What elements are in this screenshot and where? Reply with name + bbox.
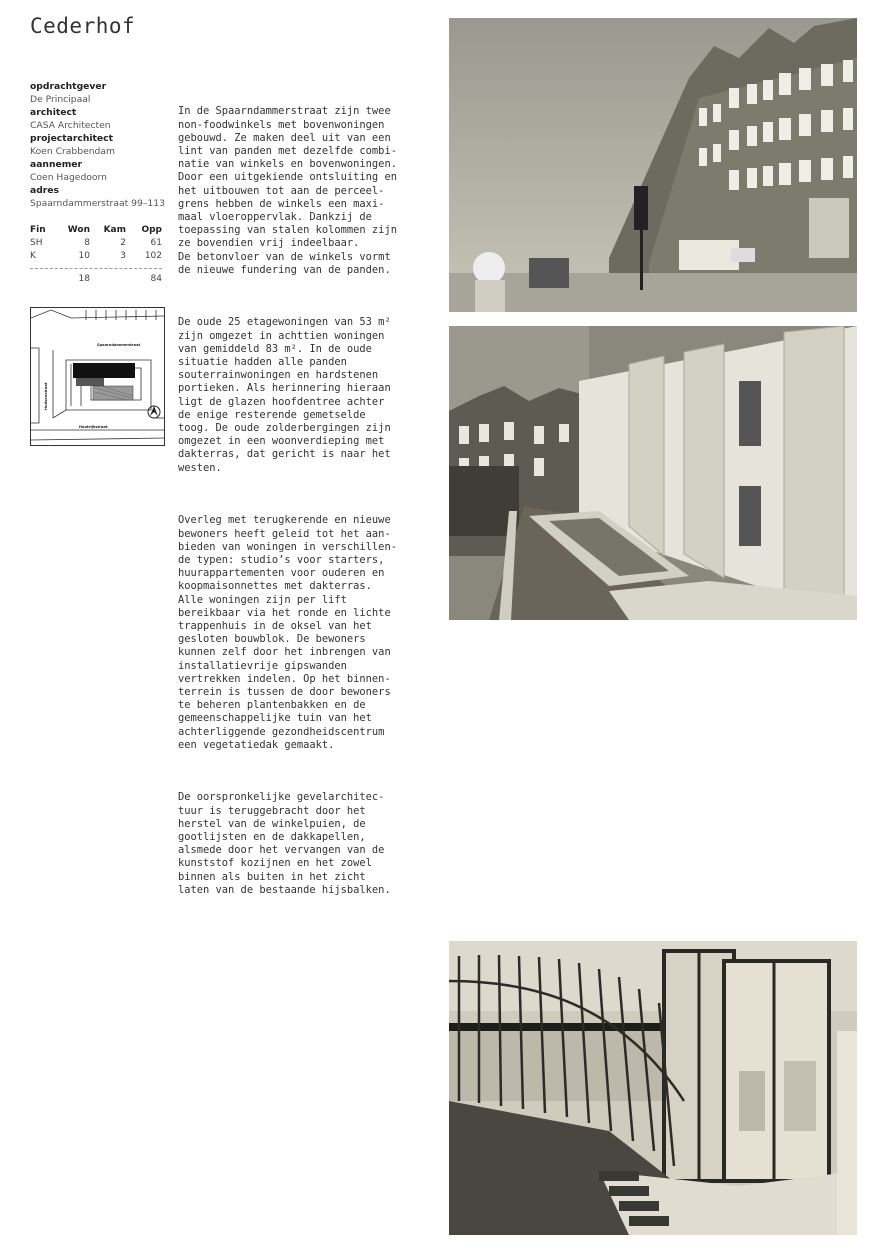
- dwelling-table: [30, 224, 162, 286]
- table-cell: 10: [78, 251, 90, 261]
- paragraph: De oude 25 etagewoningen van 53 m² zijn omgezet in achttien woningen van gemiddeld 83 m². In de oude situatie hadden alle panden souterrainwoningen en hardstenen portieken. Als herinnering hieraan ligt de glazen hoofdentree achter de enige resterende gemetselde toog. De oude zolderbergingen zijn omgezet in een woonverdieping met dakterras, dat gericht is naar het westen.: [178, 316, 391, 474]
- credit-label-project-architect: projectarchitect: [30, 133, 113, 144]
- table-cell: 102: [144, 251, 162, 261]
- credit-value-address: Spaarndammerstraat 99–113: [30, 198, 165, 209]
- page-title: Cederhof: [30, 14, 136, 38]
- credit-value-client: De Principaal: [30, 94, 91, 105]
- paragraph: Overleg met terugkerende en nieuwe bewoners heeft geleid tot het aan- bieden van woningen in verschillen- de typen: studio’s voor starters, huurappartementen voor ouderen en koopmaisonnettes met dakterras. Alle woningen zijn per lift bereikbaar via het ronde en lichte trappenhuis in de oksel van het gesloten bouwblok. De bewoners kunnen zelf door het inbrengen van installatievrije gipswanden vertrekken indelen. Op het binnen- terrein is tussen de door bewoners te beheren plantenbakken en de gemeenschappelijke tuin van het achterliggende gezondheidscentrum een vegetatiedak gemaakt.: [178, 514, 397, 751]
- paragraph: In de Spaarndammerstraat zijn twee non-foodwinkels met bovenwoningen gebouwd. Ze maken deel uit van een lint van panden met dezelfde combi- natie van winkels en bovenwoningen. Door een uitgekiende ontsluiting en het uitbouwen tot aan de perceel- grens hebben de winkels een maxi- maal vloeroppervlak. Dankzij de toepassing van stalen kolommen zijn ze bovendien vrij indeelbaar. De betonvloer van de winkels vormt de nieuwe fundering van de panden.: [178, 105, 397, 276]
- credit-label-architect: architect: [30, 107, 77, 118]
- project-credits: [30, 80, 170, 210]
- table-header-cell: Kam: [103, 225, 126, 235]
- table-cell: 61: [150, 238, 162, 248]
- table-total-row: [30, 273, 162, 286]
- table-cell: 84: [150, 274, 162, 284]
- credit-value-contractor: Coen Hagedoorn: [30, 172, 107, 183]
- table-cell: 8: [84, 238, 90, 248]
- table-header-cell: Fin: [30, 225, 46, 235]
- photo-street-facade: [449, 18, 857, 312]
- credit-value-project-architect: Koen Crabbendam: [30, 146, 115, 157]
- credit-label-client: opdrachtgever: [30, 81, 107, 92]
- table-cell: K: [30, 251, 36, 261]
- table-cell: 18: [78, 274, 90, 284]
- site-map-drawing: [31, 308, 164, 445]
- paragraph: De oorspronkelijke gevelarchitec- tuur is teruggebracht door het herstel van de winkelpuien, de gootlijsten en de dakkapellen, alsmede door het vervangen van de kunststof kozijnen en het zowel binnen als buiten in het zicht laten van de bestaande hijsbalken.: [178, 791, 391, 896]
- body-text: [178, 79, 423, 923]
- table-cell: [30, 273, 60, 286]
- street-label-top: Spaarndammerstraat: [97, 343, 141, 347]
- table-header: [30, 224, 162, 237]
- table-divider: [30, 263, 162, 269]
- photo-staircase: [449, 941, 857, 1235]
- street-label-left: Hudsonstraat: [44, 382, 48, 410]
- table-cell: [90, 273, 126, 286]
- site-map: [30, 307, 165, 446]
- table-cell: 2: [120, 238, 126, 248]
- table-row: [30, 250, 162, 263]
- table-cell: 3: [120, 251, 126, 261]
- credit-label-address: adres: [30, 185, 60, 196]
- street-label-bottom: Houtrijkstraat: [79, 425, 108, 429]
- table-cell: SH: [30, 238, 43, 248]
- credit-value-architect: CASA Architecten: [30, 120, 111, 131]
- table-header-cell: Won: [67, 225, 90, 235]
- credit-label-contractor: aannemer: [30, 159, 83, 170]
- table-row: [30, 237, 162, 250]
- photo-courtyard: [449, 326, 857, 620]
- table-header-cell: Opp: [141, 225, 162, 235]
